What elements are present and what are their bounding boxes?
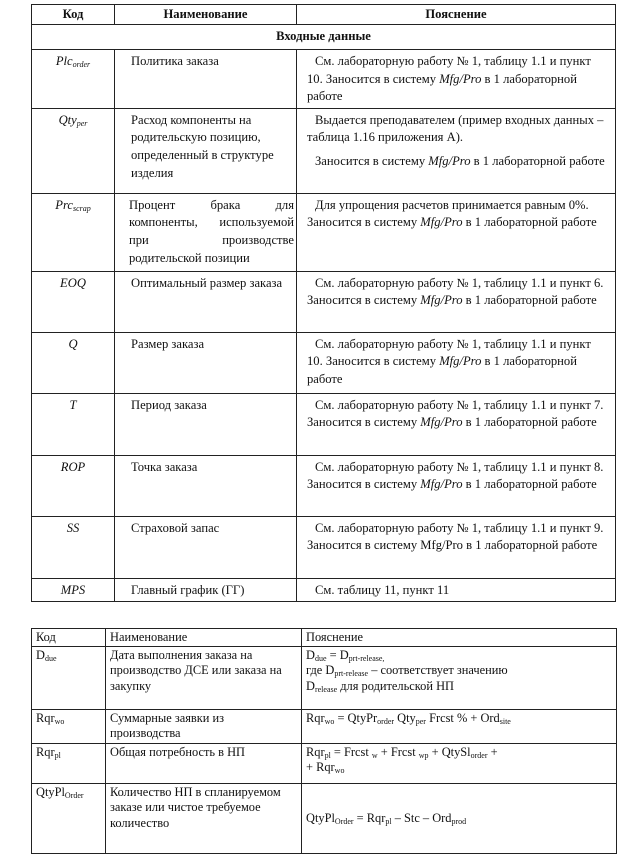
header-code: Код [32,5,115,25]
table-row [32,710,617,744]
row-name: Период заказа [115,393,297,455]
table-row [32,108,616,193]
table-header-row [32,5,616,25]
input-data-table [31,4,616,602]
row-name: Процент брака для компоненты, используемой при производстве родительской позиции [115,193,297,271]
row-name: Оптимальный размер заказа [115,271,297,332]
row-explanation: См. лабораторную работу № 1, таблицу 1.1 и пункт 9. Заносится в систему Mfg/Pro в 1 лабораторной работе [297,516,616,578]
row-name: Главный график (ГГ) [115,578,297,602]
row-explanation: QtyPl$_{Order}$ = Rqr$_{pl}$ – Stc – Ord$_{prod}$ [302,784,617,854]
section-title: Входные данные [32,25,616,50]
table-row [32,332,616,393]
row-code: MPS [32,578,115,602]
row-code: Rqr$_{pl}$ [32,744,106,784]
row-explanation: Rqr$_{wo}$ = QtyPr$_{order}$ Qty$_{per}$ Frcst % + Ord$_{site}$ [302,710,617,744]
row-name: Расход компоненты на родительскую позицию, определенный в структуре изделия [115,108,297,193]
row-code: QtyPl$_{Order}$ [32,784,106,854]
row-code: SS [32,516,115,578]
table-row [32,455,616,516]
table-row [32,516,616,578]
row-name: Политика заказа [115,50,297,109]
table-row [32,271,616,332]
row-code: ROP [32,455,115,516]
row-explanation: См. таблицу 11, пункт 11 [297,578,616,602]
row-name: Количество НП в спланируемом заказе или чистое требуемое количество [106,784,302,854]
table-row [32,578,616,602]
row-explanation: См. лабораторную работу № 1, таблицу 1.1 и пункт 10. Заносится в систему Mfg/Pro в 1 лабораторной работе [297,50,616,109]
row-explanation: $D_{due} = D_{prt-release,}$ где $D_{prt-release}$ – соответствует значению $D_{release}$ для родительской НП [302,647,617,710]
header-explanation: Пояснение [302,629,617,647]
row-name: Общая потребность в НП [106,744,302,784]
row-code: $D_{due}$ [32,647,106,710]
row-name: Суммарные заявки из производства [106,710,302,744]
row-code: EOQ [32,271,115,332]
row-code: Q [32,332,115,393]
row-explanation: Rqr$_{pl}$ = Frcst $_w$ + Frcst $_{wp}$ + QtySl$_{order}$ + + Rqr$_{wo}$ [302,744,617,784]
table-row [32,393,616,455]
row-explanation: См. лабораторную работу № 1, таблицу 1.1 и пункт 6. Заносится в систему Mfg/Pro в 1 лабораторной работе [297,271,616,332]
table-row [32,744,617,784]
row-name: Точка заказа [115,455,297,516]
row-explanation: См. лабораторную работу № 1, таблицу 1.1 и пункт 10. Заносится в систему Mfg/Pro в 1 лабораторной работе [297,332,616,393]
row-code: T [32,393,115,455]
table-row [32,784,617,854]
row-explanation: Выдается преподавателем (пример входных данных – таблица 1.16 приложения А). Заносится в систему Mfg/Pro в 1 лабораторной работе [297,108,616,193]
row-name: Страховой запас [115,516,297,578]
row-code: Plc$_{order}$ [32,50,115,109]
output-data-table [31,628,617,854]
row-explanation: См. лабораторную работу № 1, таблицу 1.1 и пункт 7. Заносится в систему Mfg/Pro в 1 лабораторной работе [297,393,616,455]
section-row [32,25,616,50]
row-code: Qty$_{per}$ [32,108,115,193]
row-name: Размер заказа [115,332,297,393]
header-name: Наименование [106,629,302,647]
table-row [32,50,616,109]
header-code: Код [32,629,106,647]
header-name: Наименование [115,5,297,25]
row-code: Rqr$_{wo}$ [32,710,106,744]
row-explanation: Для упрощения расчетов принимается равным 0%. Заносится в систему Mfg/Pro в 1 лабораторной работе [297,193,616,271]
table-row [32,647,617,710]
row-explanation: См. лабораторную работу № 1, таблицу 1.1 и пункт 8. Заносится в систему Mfg/Pro в 1 лабораторной работе [297,455,616,516]
table-row [32,193,616,271]
table-header-row [32,629,617,647]
row-name: Дата выполнения заказа на производство ДСЕ или заказа на закупку [106,647,302,710]
header-explanation: Пояснение [297,5,616,25]
row-code: Prc$_{scrap}$ [32,193,115,271]
